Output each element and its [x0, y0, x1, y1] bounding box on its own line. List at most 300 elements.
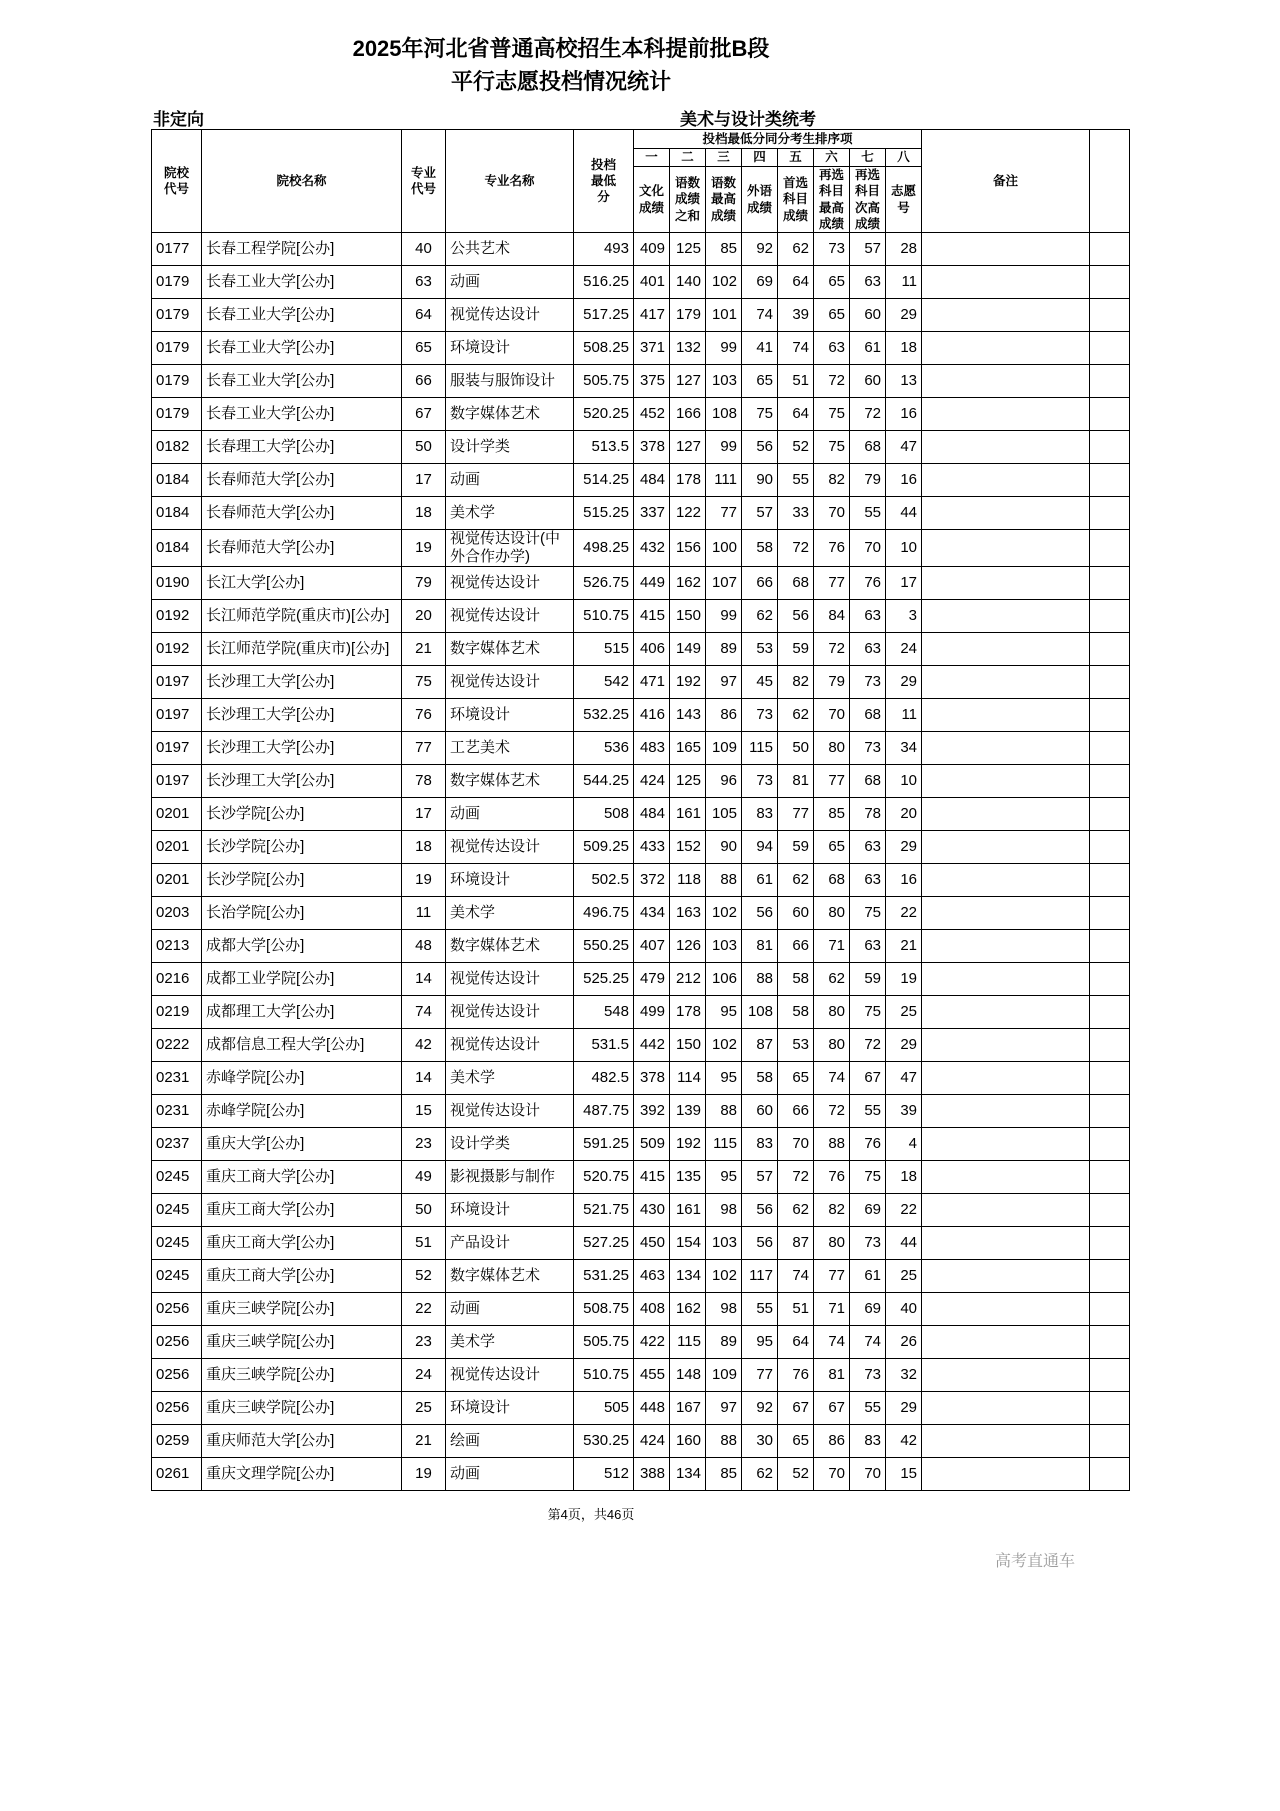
major-code-cell: 77 [402, 732, 446, 765]
table-row [152, 1227, 1130, 1260]
foreign-lang-cell: 74 [742, 299, 778, 332]
college-name-cell: 重庆文理学院[公办] [202, 1458, 402, 1491]
first-subject-cell: 58 [778, 963, 814, 996]
reselect-second-cell: 69 [850, 1194, 886, 1227]
first-subject-cell: 67 [778, 1392, 814, 1425]
filler-cell [1090, 1128, 1130, 1161]
major-name-cell: 视觉传达设计 [446, 831, 574, 864]
college-name-cell: 长沙理工大学[公办] [202, 699, 402, 732]
min-score-cell: 520.75 [574, 1161, 634, 1194]
table-row [152, 266, 1130, 299]
culture-score-cell: 433 [634, 831, 670, 864]
remark-cell [922, 732, 1090, 765]
volunteer-no-cell: 22 [886, 1194, 922, 1227]
major-name-cell: 视觉传达设计 [446, 666, 574, 699]
th-sort-num-3: 三 [706, 149, 742, 167]
min-score-cell: 482.5 [574, 1062, 634, 1095]
min-score-cell: 514.25 [574, 464, 634, 497]
chn-math-sum-cell: 179 [670, 299, 706, 332]
chn-math-sum-cell: 125 [670, 233, 706, 266]
college-code-cell: 0245 [152, 1161, 202, 1194]
filler-cell [1090, 864, 1130, 897]
college-code-cell: 0256 [152, 1293, 202, 1326]
major-name-cell: 视觉传达设计 [446, 567, 574, 600]
chn-math-max-cell: 88 [706, 1425, 742, 1458]
th-college-code: 院校代号 [152, 130, 202, 233]
major-name-cell: 环境设计 [446, 699, 574, 732]
college-code-cell: 0245 [152, 1194, 202, 1227]
first-subject-cell: 62 [778, 864, 814, 897]
reselect-second-cell: 72 [850, 398, 886, 431]
reselect-second-cell: 63 [850, 633, 886, 666]
table-row [152, 1392, 1130, 1425]
chn-math-max-cell: 102 [706, 897, 742, 930]
table-row [152, 996, 1130, 1029]
major-code-cell: 14 [402, 1062, 446, 1095]
major-name-cell: 动画 [446, 1458, 574, 1491]
filler-cell [1090, 431, 1130, 464]
volunteer-no-cell: 29 [886, 1392, 922, 1425]
reselect-max-cell: 68 [814, 864, 850, 897]
foreign-lang-cell: 65 [742, 365, 778, 398]
table-row [152, 798, 1130, 831]
chn-math-max-cell: 96 [706, 765, 742, 798]
filler-cell [1090, 1062, 1130, 1095]
reselect-max-cell: 70 [814, 699, 850, 732]
remark-cell [922, 1062, 1090, 1095]
chn-math-max-cell: 99 [706, 332, 742, 365]
min-score-cell: 510.75 [574, 1359, 634, 1392]
remark-cell [922, 1326, 1090, 1359]
major-code-cell: 15 [402, 1095, 446, 1128]
filler-cell [1090, 930, 1130, 963]
first-subject-cell: 77 [778, 798, 814, 831]
college-code-cell: 0245 [152, 1260, 202, 1293]
college-name-cell: 重庆工商大学[公办] [202, 1194, 402, 1227]
filler-cell [1090, 332, 1130, 365]
chn-math-sum-cell: 135 [670, 1161, 706, 1194]
volunteer-no-cell: 29 [886, 666, 922, 699]
filler-cell [1090, 732, 1130, 765]
culture-score-cell: 388 [634, 1458, 670, 1491]
chn-math-sum-cell: 132 [670, 332, 706, 365]
reselect-max-cell: 82 [814, 464, 850, 497]
foreign-lang-cell: 95 [742, 1326, 778, 1359]
th-sort-num-4: 四 [742, 149, 778, 167]
chn-math-sum-cell: 160 [670, 1425, 706, 1458]
min-score-cell: 505.75 [574, 365, 634, 398]
min-score-cell: 531.25 [574, 1260, 634, 1293]
reselect-second-cell: 68 [850, 431, 886, 464]
th-sort-num-6: 六 [814, 149, 850, 167]
college-code-cell: 0261 [152, 1458, 202, 1491]
foreign-lang-cell: 53 [742, 633, 778, 666]
major-name-cell: 视觉传达设计(中外合作办学) [446, 530, 574, 567]
first-subject-cell: 55 [778, 464, 814, 497]
table-row [152, 233, 1130, 266]
college-name-cell: 长沙学院[公办] [202, 864, 402, 897]
chn-math-max-cell: 97 [706, 1392, 742, 1425]
volunteer-no-cell: 16 [886, 864, 922, 897]
major-code-cell: 17 [402, 798, 446, 831]
chn-math-sum-cell: 178 [670, 996, 706, 1029]
college-code-cell: 0192 [152, 633, 202, 666]
table-row [152, 1062, 1130, 1095]
chn-math-sum-cell: 134 [670, 1260, 706, 1293]
table-row [152, 1095, 1130, 1128]
college-name-cell: 长沙理工大学[公办] [202, 765, 402, 798]
reselect-max-cell: 80 [814, 996, 850, 1029]
foreign-lang-cell: 73 [742, 699, 778, 732]
major-code-cell: 19 [402, 530, 446, 567]
culture-score-cell: 409 [634, 233, 670, 266]
remark-cell [922, 798, 1090, 831]
volunteer-no-cell: 22 [886, 897, 922, 930]
volunteer-no-cell: 10 [886, 765, 922, 798]
major-code-cell: 24 [402, 1359, 446, 1392]
culture-score-cell: 372 [634, 864, 670, 897]
major-code-cell: 25 [402, 1392, 446, 1425]
table-row [152, 633, 1130, 666]
culture-score-cell: 471 [634, 666, 670, 699]
chn-math-sum-cell: 118 [670, 864, 706, 897]
filler-cell [1090, 567, 1130, 600]
filler-cell [1090, 765, 1130, 798]
reselect-max-cell: 67 [814, 1392, 850, 1425]
reselect-max-cell: 77 [814, 765, 850, 798]
first-subject-cell: 81 [778, 765, 814, 798]
table-header [152, 130, 1130, 233]
chn-math-max-cell: 102 [706, 266, 742, 299]
first-subject-cell: 39 [778, 299, 814, 332]
chn-math-sum-cell: 150 [670, 600, 706, 633]
college-name-cell: 重庆大学[公办] [202, 1128, 402, 1161]
chn-math-sum-cell: 212 [670, 963, 706, 996]
sub-labels [151, 103, 1129, 129]
foreign-lang-cell: 58 [742, 530, 778, 567]
reselect-max-cell: 79 [814, 666, 850, 699]
min-score-cell: 530.25 [574, 1425, 634, 1458]
foreign-lang-cell: 57 [742, 497, 778, 530]
filler-cell [1090, 666, 1130, 699]
college-code-cell: 0179 [152, 266, 202, 299]
college-code-cell: 0231 [152, 1095, 202, 1128]
reselect-max-cell: 80 [814, 1227, 850, 1260]
college-name-cell: 长春工业大学[公办] [202, 299, 402, 332]
first-subject-cell: 60 [778, 897, 814, 930]
remark-cell [922, 1458, 1090, 1491]
min-score-cell: 508.25 [574, 332, 634, 365]
major-name-cell: 美术学 [446, 497, 574, 530]
table-row [152, 732, 1130, 765]
remark-cell [922, 567, 1090, 600]
first-subject-cell: 64 [778, 1326, 814, 1359]
min-score-cell: 510.75 [574, 600, 634, 633]
table-row [152, 398, 1130, 431]
volunteer-no-cell: 25 [886, 996, 922, 1029]
volunteer-no-cell: 16 [886, 464, 922, 497]
college-name-cell: 长沙理工大学[公办] [202, 732, 402, 765]
major-code-cell: 64 [402, 299, 446, 332]
filler-cell [1090, 798, 1130, 831]
table-row [152, 765, 1130, 798]
college-code-cell: 0222 [152, 1029, 202, 1062]
chn-math-sum-cell: 192 [670, 1128, 706, 1161]
reselect-second-cell: 63 [850, 930, 886, 963]
culture-score-cell: 415 [634, 1161, 670, 1194]
major-code-cell: 21 [402, 633, 446, 666]
college-code-cell: 0201 [152, 864, 202, 897]
filler-cell [1090, 1029, 1130, 1062]
remark-cell [922, 1095, 1090, 1128]
reselect-second-cell: 57 [850, 233, 886, 266]
table-row [152, 464, 1130, 497]
reselect-second-cell: 76 [850, 567, 886, 600]
major-name-cell: 影视摄影与制作 [446, 1161, 574, 1194]
foreign-lang-cell: 73 [742, 765, 778, 798]
table-row [152, 497, 1130, 530]
college-code-cell: 0213 [152, 930, 202, 963]
min-score-cell: 496.75 [574, 897, 634, 930]
filler-cell [1090, 633, 1130, 666]
remark-cell [922, 398, 1090, 431]
chn-math-sum-cell: 126 [670, 930, 706, 963]
major-code-cell: 75 [402, 666, 446, 699]
min-score-cell: 512 [574, 1458, 634, 1491]
college-name-cell: 重庆三峡学院[公办] [202, 1392, 402, 1425]
table-row [152, 1326, 1130, 1359]
remark-cell [922, 299, 1090, 332]
category-label: 美术与设计类统考 [680, 110, 816, 129]
filler-cell [1090, 1359, 1130, 1392]
chn-math-sum-cell: 161 [670, 1194, 706, 1227]
min-score-cell: 521.75 [574, 1194, 634, 1227]
foreign-lang-cell: 57 [742, 1161, 778, 1194]
chn-math-sum-cell: 148 [670, 1359, 706, 1392]
volunteer-no-cell: 10 [886, 530, 922, 567]
major-name-cell: 数字媒体艺术 [446, 398, 574, 431]
major-name-cell: 数字媒体艺术 [446, 765, 574, 798]
major-code-cell: 14 [402, 963, 446, 996]
chn-math-max-cell: 106 [706, 963, 742, 996]
volunteer-no-cell: 42 [886, 1425, 922, 1458]
remark-cell [922, 831, 1090, 864]
remark-cell [922, 1359, 1090, 1392]
min-score-cell: 508.75 [574, 1293, 634, 1326]
major-name-cell: 设计学类 [446, 1128, 574, 1161]
min-score-cell: 498.25 [574, 530, 634, 567]
table-row [152, 1293, 1130, 1326]
culture-score-cell: 455 [634, 1359, 670, 1392]
th-chn-math-sum: 语数成绩之和 [670, 167, 706, 233]
major-code-cell: 21 [402, 1425, 446, 1458]
reselect-max-cell: 76 [814, 530, 850, 567]
major-code-cell: 50 [402, 1194, 446, 1227]
major-code-cell: 74 [402, 996, 446, 1029]
first-subject-cell: 66 [778, 1095, 814, 1128]
volunteer-no-cell: 40 [886, 1293, 922, 1326]
remark-cell [922, 497, 1090, 530]
reselect-second-cell: 68 [850, 765, 886, 798]
major-name-cell: 美术学 [446, 1326, 574, 1359]
major-name-cell: 美术学 [446, 1062, 574, 1095]
reselect-max-cell: 72 [814, 365, 850, 398]
th-volunteer-no: 志愿号 [886, 167, 922, 233]
college-name-cell: 重庆三峡学院[公办] [202, 1326, 402, 1359]
admission-table [151, 129, 1130, 1491]
table-row [152, 1458, 1130, 1491]
major-name-cell: 视觉传达设计 [446, 963, 574, 996]
first-subject-cell: 51 [778, 1293, 814, 1326]
major-name-cell: 数字媒体艺术 [446, 1260, 574, 1293]
remark-cell [922, 996, 1090, 1029]
min-score-cell: 520.25 [574, 398, 634, 431]
college-name-cell: 重庆师范大学[公办] [202, 1425, 402, 1458]
first-subject-cell: 72 [778, 1161, 814, 1194]
first-subject-cell: 59 [778, 831, 814, 864]
remark-cell [922, 1128, 1090, 1161]
filler-cell [1090, 1194, 1130, 1227]
volunteer-no-cell: 26 [886, 1326, 922, 1359]
min-score-cell: 515 [574, 633, 634, 666]
college-name-cell: 成都理工大学[公办] [202, 996, 402, 1029]
volunteer-no-cell: 18 [886, 1161, 922, 1194]
major-code-cell: 78 [402, 765, 446, 798]
filler-cell [1090, 1392, 1130, 1425]
college-name-cell: 长江师范学院(重庆市)[公办] [202, 633, 402, 666]
reselect-second-cell: 68 [850, 699, 886, 732]
filler-cell [1090, 1260, 1130, 1293]
chn-math-sum-cell: 140 [670, 266, 706, 299]
foreign-lang-cell: 92 [742, 233, 778, 266]
chn-math-sum-cell: 165 [670, 732, 706, 765]
table-row [152, 567, 1130, 600]
chn-math-sum-cell: 149 [670, 633, 706, 666]
major-code-cell: 19 [402, 864, 446, 897]
college-code-cell: 0231 [152, 1062, 202, 1095]
major-code-cell: 20 [402, 600, 446, 633]
culture-score-cell: 479 [634, 963, 670, 996]
college-code-cell: 0184 [152, 464, 202, 497]
major-name-cell: 动画 [446, 464, 574, 497]
filler-cell [1090, 831, 1130, 864]
page-number: 第4页，共46页 [547, 1507, 635, 1522]
chn-math-max-cell: 86 [706, 699, 742, 732]
chn-math-max-cell: 108 [706, 398, 742, 431]
culture-score-cell: 452 [634, 398, 670, 431]
volunteer-no-cell: 29 [886, 1029, 922, 1062]
reselect-second-cell: 63 [850, 831, 886, 864]
college-name-cell: 成都信息工程大学[公办] [202, 1029, 402, 1062]
reselect-second-cell: 76 [850, 1128, 886, 1161]
major-name-cell: 环境设计 [446, 864, 574, 897]
min-score-cell: 493 [574, 233, 634, 266]
foreign-lang-cell: 41 [742, 332, 778, 365]
foreign-lang-cell: 62 [742, 600, 778, 633]
reselect-max-cell: 65 [814, 299, 850, 332]
college-name-cell: 长治学院[公办] [202, 897, 402, 930]
reselect-max-cell: 74 [814, 1062, 850, 1095]
filler-cell [1090, 600, 1130, 633]
first-subject-cell: 62 [778, 699, 814, 732]
first-subject-cell: 82 [778, 666, 814, 699]
min-score-cell: 525.25 [574, 963, 634, 996]
filler-cell [1090, 1095, 1130, 1128]
reselect-max-cell: 80 [814, 897, 850, 930]
college-code-cell: 0219 [152, 996, 202, 1029]
foreign-lang-cell: 83 [742, 798, 778, 831]
min-score-cell: 527.25 [574, 1227, 634, 1260]
foreign-lang-cell: 61 [742, 864, 778, 897]
filler-cell [1090, 1425, 1130, 1458]
filler-cell [1090, 365, 1130, 398]
reselect-second-cell: 75 [850, 1161, 886, 1194]
college-code-cell: 0179 [152, 398, 202, 431]
th-chn-math-max: 语数最高成绩 [706, 167, 742, 233]
major-code-cell: 23 [402, 1128, 446, 1161]
reselect-second-cell: 61 [850, 1260, 886, 1293]
college-code-cell: 0259 [152, 1425, 202, 1458]
remark-cell [922, 266, 1090, 299]
college-code-cell: 0256 [152, 1359, 202, 1392]
min-score-cell: 517.25 [574, 299, 634, 332]
chn-math-max-cell: 85 [706, 233, 742, 266]
th-first-subject: 首选科目成绩 [778, 167, 814, 233]
college-code-cell: 0256 [152, 1392, 202, 1425]
major-name-cell: 视觉传达设计 [446, 996, 574, 1029]
foreign-lang-cell: 66 [742, 567, 778, 600]
remark-cell [922, 963, 1090, 996]
chn-math-max-cell: 99 [706, 431, 742, 464]
first-subject-cell: 76 [778, 1359, 814, 1392]
foreign-lang-cell: 30 [742, 1425, 778, 1458]
foreign-lang-cell: 55 [742, 1293, 778, 1326]
college-code-cell: 0184 [152, 497, 202, 530]
foreign-lang-cell: 56 [742, 897, 778, 930]
college-code-cell: 0190 [152, 567, 202, 600]
table-row [152, 600, 1130, 633]
reselect-max-cell: 72 [814, 633, 850, 666]
table-row [152, 666, 1130, 699]
major-name-cell: 数字媒体艺术 [446, 930, 574, 963]
college-name-cell: 长江大学[公办] [202, 567, 402, 600]
major-code-cell: 19 [402, 1458, 446, 1491]
college-code-cell: 0197 [152, 732, 202, 765]
table-row [152, 1029, 1130, 1062]
reselect-second-cell: 79 [850, 464, 886, 497]
major-code-cell: 49 [402, 1161, 446, 1194]
culture-score-cell: 378 [634, 1062, 670, 1095]
volunteer-no-cell: 44 [886, 1227, 922, 1260]
college-name-cell: 长春工业大学[公办] [202, 332, 402, 365]
major-name-cell: 视觉传达设计 [446, 1359, 574, 1392]
th-culture-score: 文化成绩 [634, 167, 670, 233]
foreign-lang-cell: 56 [742, 431, 778, 464]
college-name-cell: 长春师范大学[公办] [202, 530, 402, 567]
chn-math-max-cell: 90 [706, 831, 742, 864]
first-subject-cell: 52 [778, 431, 814, 464]
foreign-lang-cell: 62 [742, 1458, 778, 1491]
foreign-lang-cell: 94 [742, 831, 778, 864]
college-name-cell: 长春理工大学[公办] [202, 431, 402, 464]
major-name-cell: 动画 [446, 1293, 574, 1326]
major-code-cell: 22 [402, 1293, 446, 1326]
reselect-second-cell: 63 [850, 600, 886, 633]
reselect-second-cell: 59 [850, 963, 886, 996]
th-sort-group: 投档最低分同分考生排序项 [634, 130, 922, 149]
chn-math-max-cell: 88 [706, 1095, 742, 1128]
college-name-cell: 重庆工商大学[公办] [202, 1161, 402, 1194]
